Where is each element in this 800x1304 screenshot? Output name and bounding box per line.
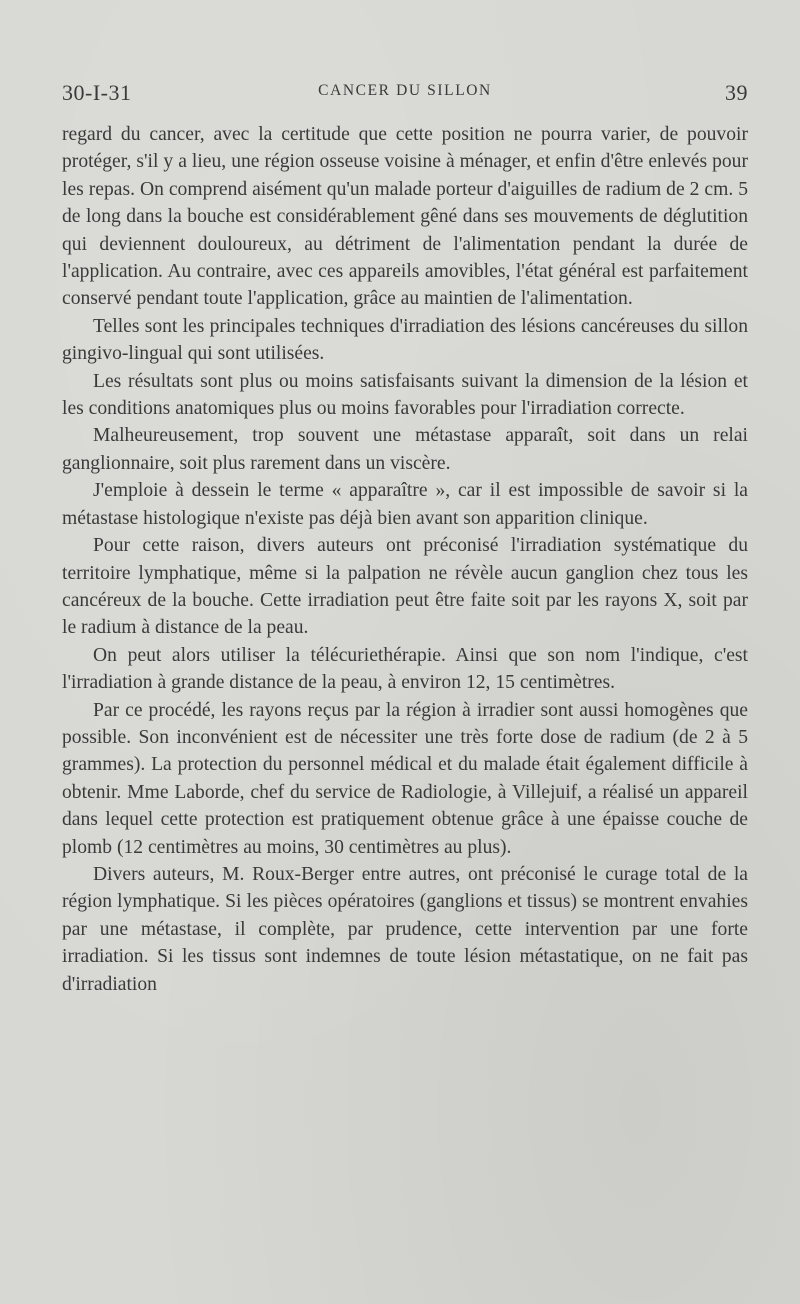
running-head bbox=[62, 80, 748, 110]
paragraph: Par ce procédé, les rayons reçus par la région à irradier sont aussi homogènes que possible. Son inconvénient est de nécessiter une très forte dose de radium (de 2 à 5 grammes). La protection du personnel médical et du malade était également difficile à obtenir. Mme Laborde, chef du service de Radiologie, à Villejuif, a réalisé un appareil dans lequel cette protection est pratiquement obtenue grâce à une épaisse couche de plomb (12 centimètres au moins, 30 centimètres au plus). bbox=[62, 699, 748, 858]
running-title: CANCER DU SILLON bbox=[318, 82, 492, 99]
paragraph: Pour cette raison, divers auteurs ont préconisé l'irradiation systématique du territoire lymphatique, même si la palpation ne révèle aucun ganglion chez tous les cancéreux de la bouche. Cette irradiation peut être faite soit par les rayons X, soit par le radium à distance de la peau. bbox=[62, 535, 748, 639]
paragraph: Les résultats sont plus ou moins satisfaisants suivant la dimension de la lésion et les conditions anatomiques plus ou moins favorables pour l'irradiation correcte. bbox=[62, 370, 748, 420]
paragraph: Telles sont les principales techniques d'irradiation des lésions cancéreuses du sillon gingivo-lingual qui sont utilisées. bbox=[62, 315, 748, 365]
paragraph: J'emploie à dessein le terme « apparaître », car il est impossible de savoir si la métastase histologique n'existe pas déjà bien avant son apparition clinique. bbox=[62, 480, 748, 529]
paragraph: Malheureusement, trop souvent une métastase apparaît, soit dans un relai ganglionnaire, soit plus rarement dans un viscère. bbox=[62, 425, 748, 474]
paragraph: Divers auteurs, M. Roux-Berger entre autres, ont préconisé le curage total de la région lymphatique. Si les pièces opératoires (ganglions et tissus) se montrent envahies par une métastase, il complète, par prudence, cette intervention par une forte irradiation. Si les tissus sont indemnes de toute lésion métastatique, on ne fait pas d'irradiation bbox=[62, 863, 748, 995]
page-number: 39 bbox=[725, 80, 748, 105]
paragraph: On peut alors utiliser la télécuriethérapie. Ainsi que son nom l'indique, c'est l'irradiation à grande distance de la peau, à environ 12, 15 centimètres. bbox=[62, 644, 748, 694]
body-text bbox=[62, 121, 748, 998]
section-date: 30-I-31 bbox=[62, 80, 132, 105]
paragraph: regard du cancer, avec la certitude que cette position ne pourra varier, de pouvoir protéger, s'il y a lieu, une région osseuse voisine à ménager, et enfin d'être enlevés pour les repas. On comprend aisément qu'un malade porteur d'aiguilles de radium de 2 cm. 5 de long dans la bouche est considérablement gêné dans ses mouvements de déglutition qui deviennent douloureux, au détriment de l'alimentation pendant la durée de l'application. Au contraire, avec ces appareils amovibles, l'état général est parfaitement conservé pendant toute l'application, grâce au maintien de l'alimentation. bbox=[62, 124, 748, 310]
